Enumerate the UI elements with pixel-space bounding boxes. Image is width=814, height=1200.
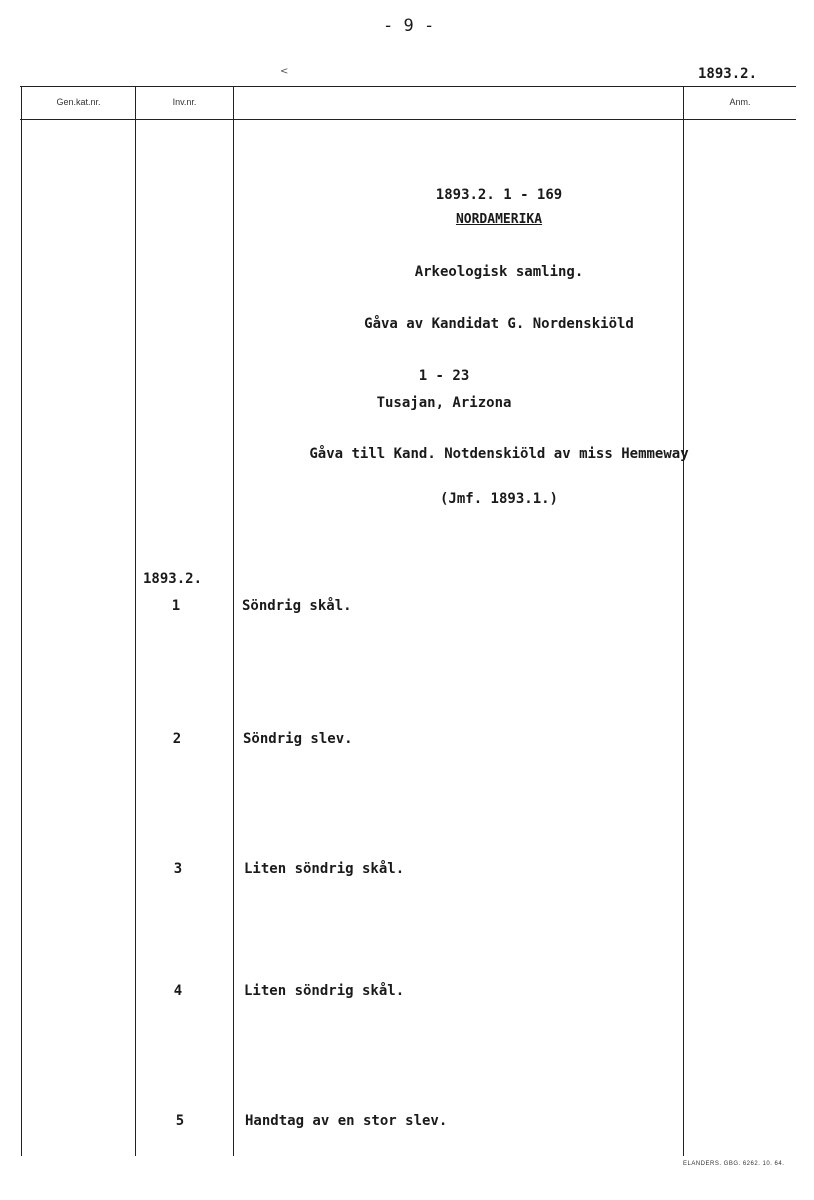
column-header-inv: Inv.nr.	[172, 97, 197, 107]
entry-number: 1	[171, 598, 181, 614]
entry-number: 3	[173, 861, 183, 877]
entry-description: Liten söndrig skål.	[244, 861, 405, 877]
page-number: - 9 -	[383, 16, 435, 36]
entry-description: Söndrig skål.	[242, 598, 352, 614]
column-header-anm: Anm.	[729, 97, 751, 107]
entry-prefix: 1893.2.	[143, 571, 203, 587]
heading-region: NORDAMERIKA	[455, 212, 543, 227]
top-rule	[20, 86, 796, 87]
heading-donor: Gåva av Kandidat G. Nordenskiöld	[364, 316, 634, 332]
entry-description: Liten söndrig skål.	[244, 983, 405, 999]
printer-imprint: ELANDERS. GBG. 6262. 10. 64.	[683, 1161, 785, 1167]
anm-divider	[683, 86, 684, 1156]
inv-divider	[233, 86, 234, 1156]
arrow-mark: <	[280, 66, 289, 77]
entry-number: 5	[175, 1113, 185, 1129]
heading-reference: (Jmf. 1893.1.)	[439, 491, 558, 507]
entry-number: 4	[173, 983, 183, 999]
entry-number: 2	[172, 731, 182, 747]
catalog-reference: 1893.2.	[698, 66, 758, 82]
left-border	[21, 86, 22, 1156]
heading-place: Tusajan, Arizona	[376, 395, 512, 411]
entry-description: Handtag av en stor slev.	[245, 1113, 448, 1129]
heading-subrange: 1 - 23	[418, 368, 470, 384]
header-rule	[20, 119, 796, 120]
heading-collection: Arkeologisk samling.	[414, 264, 584, 280]
heading-gift-note: Gåva till Kand. Notdenskiöld av miss Hemmeway	[309, 446, 689, 462]
column-header-gen-kat: Gen.kat.nr.	[56, 97, 101, 107]
heading-range: 1893.2. 1 - 169	[435, 187, 563, 203]
gen-kat-divider	[135, 86, 136, 1156]
entry-description: Söndrig slev.	[243, 731, 353, 747]
